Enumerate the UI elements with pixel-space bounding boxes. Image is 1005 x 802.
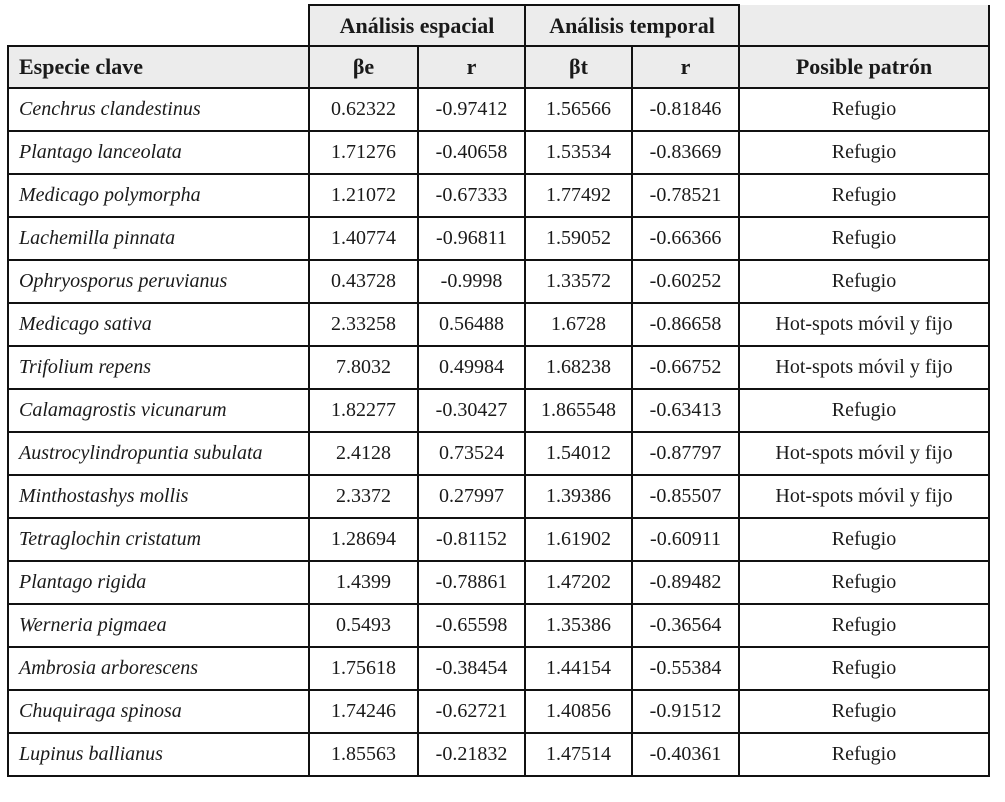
beta-e-cell: 1.40774 <box>309 217 418 260</box>
beta-t-cell: 1.68238 <box>525 346 632 389</box>
r-spatial-cell: -0.78861 <box>418 561 525 604</box>
beta-t-cell: 1.33572 <box>525 260 632 303</box>
pattern-cell: Refugio <box>739 604 989 647</box>
r-spatial-cell: 0.73524 <box>418 432 525 475</box>
table-row <box>8 303 989 346</box>
pattern-cell: Refugio <box>739 389 989 432</box>
r-temporal-cell: -0.91512 <box>632 690 739 733</box>
pattern-cell: Hot-spots móvil y fijo <box>739 303 989 346</box>
r-temporal-cell: -0.78521 <box>632 174 739 217</box>
r-spatial-cell: -0.96811 <box>418 217 525 260</box>
table-row <box>8 647 989 690</box>
table-row <box>8 131 989 174</box>
blank-header-cell <box>739 5 989 46</box>
species-cell: Minthostashys mollis <box>8 475 309 518</box>
table-row <box>8 260 989 303</box>
beta-e-cell: 1.74246 <box>309 690 418 733</box>
species-table <box>7 4 990 777</box>
pattern-cell: Refugio <box>739 217 989 260</box>
table-row <box>8 217 989 260</box>
r-spatial-cell: -0.38454 <box>418 647 525 690</box>
beta-t-cell: 1.47202 <box>525 561 632 604</box>
r-temporal-cell: -0.87797 <box>632 432 739 475</box>
beta-t-cell: 1.53534 <box>525 131 632 174</box>
species-cell: Lupinus ballianus <box>8 733 309 776</box>
column-header-beta-e: βe <box>309 46 418 88</box>
species-cell: Ophryosporus peruvianus <box>8 260 309 303</box>
r-spatial-cell: -0.40658 <box>418 131 525 174</box>
pattern-cell: Refugio <box>739 733 989 776</box>
column-header-row <box>8 46 989 88</box>
species-cell: Chuquiraga spinosa <box>8 690 309 733</box>
beta-t-cell: 1.54012 <box>525 432 632 475</box>
pattern-cell: Hot-spots móvil y fijo <box>739 346 989 389</box>
beta-e-cell: 1.21072 <box>309 174 418 217</box>
beta-e-cell: 2.4128 <box>309 432 418 475</box>
r-spatial-cell: -0.21832 <box>418 733 525 776</box>
table-row <box>8 518 989 561</box>
r-spatial-cell: -0.65598 <box>418 604 525 647</box>
beta-t-cell: 1.44154 <box>525 647 632 690</box>
pattern-cell: Hot-spots móvil y fijo <box>739 432 989 475</box>
species-cell: Cenchrus clandestinus <box>8 88 309 131</box>
pattern-cell: Refugio <box>739 690 989 733</box>
species-cell: Plantago lanceolata <box>8 131 309 174</box>
beta-t-cell: 1.59052 <box>525 217 632 260</box>
species-cell: Calamagrostis vicunarum <box>8 389 309 432</box>
table-row <box>8 88 989 131</box>
beta-t-cell: 1.865548 <box>525 389 632 432</box>
beta-t-cell: 1.35386 <box>525 604 632 647</box>
species-cell: Lachemilla pinnata <box>8 217 309 260</box>
table-row <box>8 690 989 733</box>
r-temporal-cell: -0.36564 <box>632 604 739 647</box>
blank-corner <box>8 5 309 46</box>
column-header-pattern: Posible patrón <box>739 46 989 88</box>
group-header-row <box>8 5 989 46</box>
pattern-cell: Refugio <box>739 174 989 217</box>
beta-t-cell: 1.40856 <box>525 690 632 733</box>
beta-t-cell: 1.39386 <box>525 475 632 518</box>
beta-t-cell: 1.6728 <box>525 303 632 346</box>
beta-t-cell: 1.47514 <box>525 733 632 776</box>
r-temporal-cell: -0.40361 <box>632 733 739 776</box>
pattern-cell: Refugio <box>739 518 989 561</box>
spatial-analysis-header: Análisis espacial <box>309 5 525 46</box>
table-row <box>8 733 989 776</box>
r-temporal-cell: -0.63413 <box>632 389 739 432</box>
beta-e-cell: 2.33258 <box>309 303 418 346</box>
table-body <box>8 88 989 776</box>
species-cell: Medicago sativa <box>8 303 309 346</box>
r-temporal-cell: -0.66752 <box>632 346 739 389</box>
beta-t-cell: 1.77492 <box>525 174 632 217</box>
r-spatial-cell: -0.67333 <box>418 174 525 217</box>
species-cell: Austrocylindropuntia subulata <box>8 432 309 475</box>
species-cell: Tetraglochin cristatum <box>8 518 309 561</box>
beta-t-cell: 1.61902 <box>525 518 632 561</box>
column-header-r-temporal: r <box>632 46 739 88</box>
species-cell: Werneria pigmaea <box>8 604 309 647</box>
pattern-cell: Hot-spots móvil y fijo <box>739 475 989 518</box>
r-temporal-cell: -0.60911 <box>632 518 739 561</box>
beta-e-cell: 1.4399 <box>309 561 418 604</box>
r-temporal-cell: -0.55384 <box>632 647 739 690</box>
table-row <box>8 389 989 432</box>
r-temporal-cell: -0.89482 <box>632 561 739 604</box>
beta-e-cell: 1.75618 <box>309 647 418 690</box>
table-row <box>8 561 989 604</box>
species-cell: Trifolium repens <box>8 346 309 389</box>
temporal-analysis-header: Análisis temporal <box>525 5 739 46</box>
beta-t-cell: 1.56566 <box>525 88 632 131</box>
beta-e-cell: 2.3372 <box>309 475 418 518</box>
pattern-cell: Refugio <box>739 88 989 131</box>
species-cell: Plantago rigida <box>8 561 309 604</box>
pattern-cell: Refugio <box>739 260 989 303</box>
table-row <box>8 346 989 389</box>
r-temporal-cell: -0.83669 <box>632 131 739 174</box>
r-spatial-cell: -0.62721 <box>418 690 525 733</box>
r-temporal-cell: -0.66366 <box>632 217 739 260</box>
r-spatial-cell: -0.9998 <box>418 260 525 303</box>
pattern-cell: Refugio <box>739 131 989 174</box>
table-row <box>8 604 989 647</box>
table-row <box>8 174 989 217</box>
table-row <box>8 475 989 518</box>
beta-e-cell: 1.28694 <box>309 518 418 561</box>
r-temporal-cell: -0.85507 <box>632 475 739 518</box>
species-cell: Ambrosia arborescens <box>8 647 309 690</box>
beta-e-cell: 0.5493 <box>309 604 418 647</box>
beta-e-cell: 1.82277 <box>309 389 418 432</box>
beta-e-cell: 0.43728 <box>309 260 418 303</box>
beta-e-cell: 7.8032 <box>309 346 418 389</box>
r-spatial-cell: 0.27997 <box>418 475 525 518</box>
species-cell: Medicago polymorpha <box>8 174 309 217</box>
r-temporal-cell: -0.86658 <box>632 303 739 346</box>
pattern-cell: Refugio <box>739 647 989 690</box>
r-spatial-cell: 0.56488 <box>418 303 525 346</box>
column-header-species: Especie clave <box>8 46 309 88</box>
beta-e-cell: 1.85563 <box>309 733 418 776</box>
r-temporal-cell: -0.81846 <box>632 88 739 131</box>
table-row <box>8 432 989 475</box>
r-spatial-cell: -0.81152 <box>418 518 525 561</box>
r-spatial-cell: 0.49984 <box>418 346 525 389</box>
column-header-beta-t: βt <box>525 46 632 88</box>
beta-e-cell: 1.71276 <box>309 131 418 174</box>
r-spatial-cell: -0.30427 <box>418 389 525 432</box>
pattern-cell: Refugio <box>739 561 989 604</box>
r-temporal-cell: -0.60252 <box>632 260 739 303</box>
r-spatial-cell: -0.97412 <box>418 88 525 131</box>
beta-e-cell: 0.62322 <box>309 88 418 131</box>
column-header-r-spatial: r <box>418 46 525 88</box>
